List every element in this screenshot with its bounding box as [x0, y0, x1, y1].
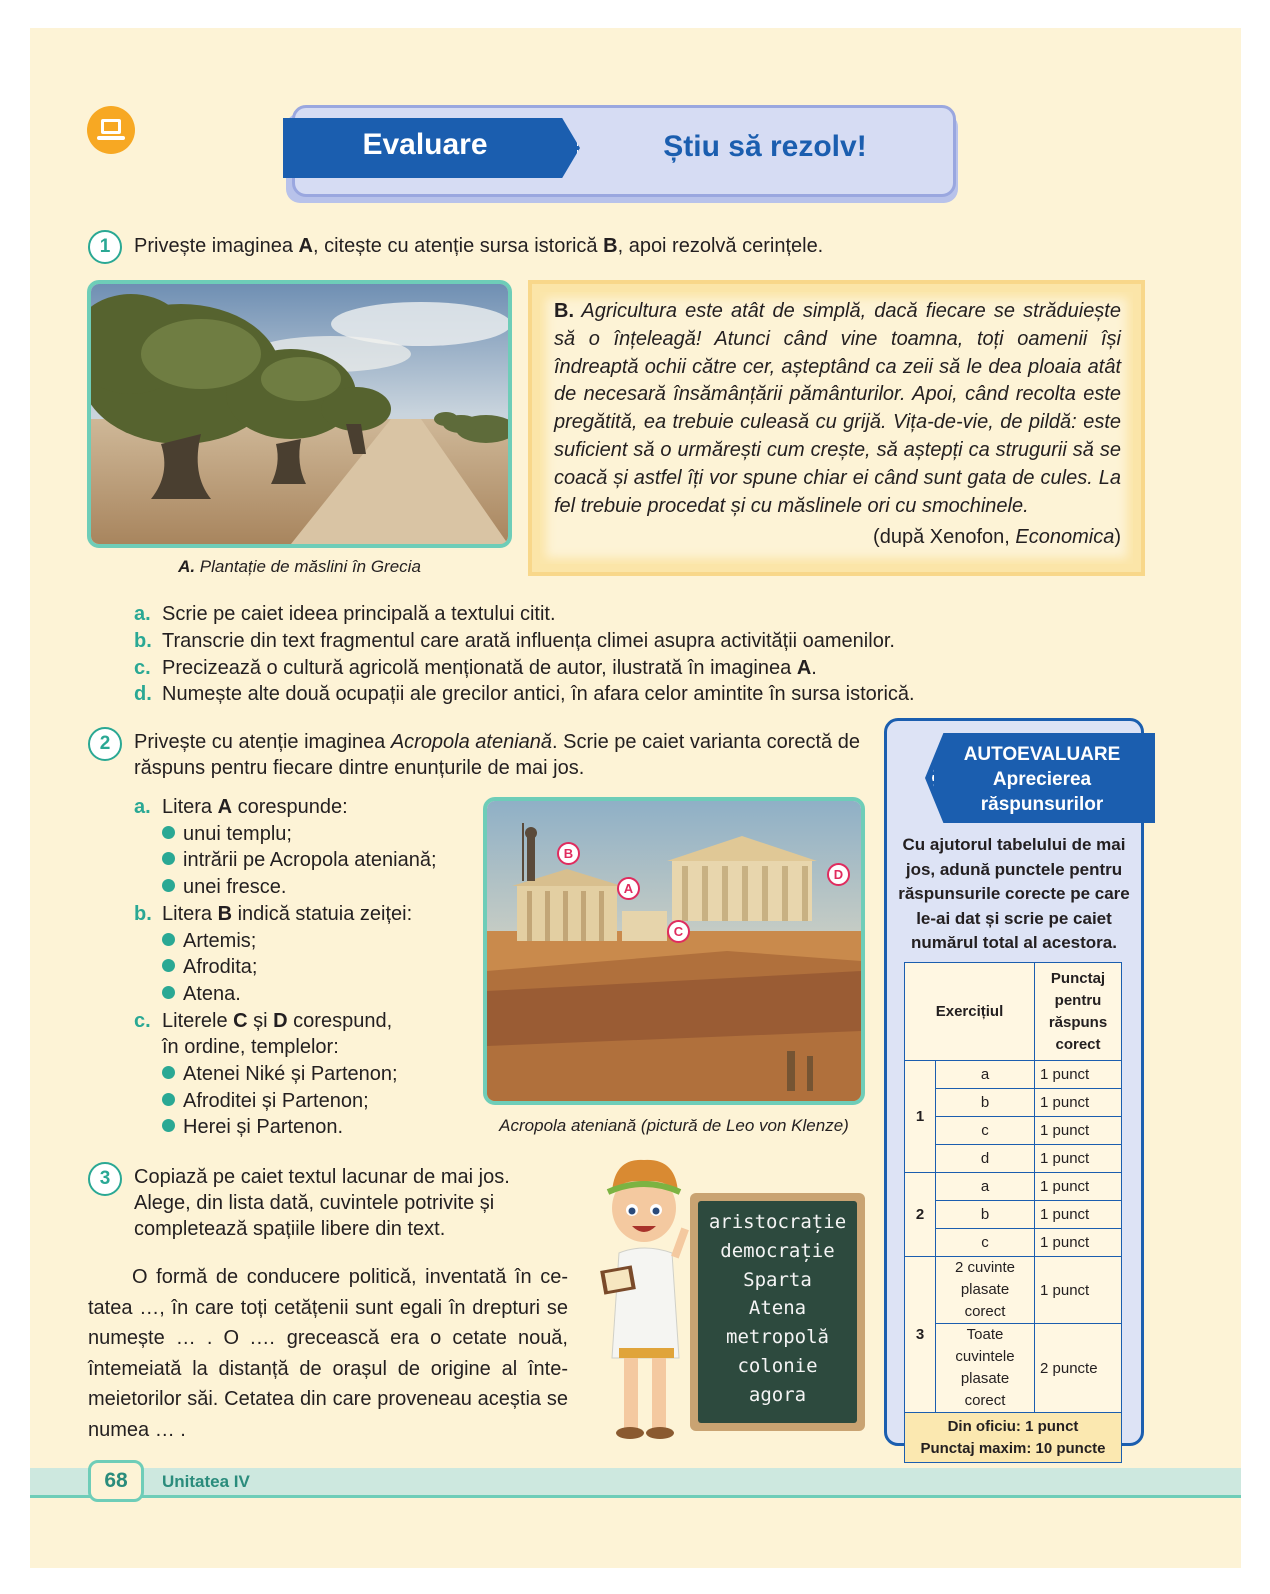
option-c2: Afroditei și Partenon; — [134, 1088, 484, 1115]
word-4: Atena — [748, 1297, 807, 1320]
header-exercise: Exercițiul — [905, 963, 1035, 1061]
points-cell: 1 punct — [1035, 1089, 1122, 1117]
points-cell: 1 punct — [1035, 1145, 1122, 1173]
option-a1: unui templu; — [134, 821, 484, 848]
word-2: democrație — [720, 1239, 835, 1262]
sub-row: a — [936, 1173, 1035, 1201]
points-cell: 1 punct — [1035, 1201, 1122, 1229]
option-c3: Herei și Partenon. — [134, 1114, 484, 1141]
acropolis-painting — [483, 797, 865, 1105]
word-3: Sparta — [743, 1268, 812, 1291]
exercise-number-1: 1 — [88, 230, 122, 264]
historical-source-text: B. Agricultura este atât de simplă, dacă fiecare se străduiește să o înțeleagă! Atunci când vine toamna, toți oamenii își îndreaptă ochii către cer, așteptând ca zeii să le dea ploaia atât de necesară însămânțării pământurilor. Apoi, când recolta este pregătită, ea trebuie culeasă cu grijă. Vița-de-vie, de pildă: este suficient să o urmărești cum crește, să aștepți ca strugurii să se coacă și astfel îți vor spune chiar ei când sunt gata de cules. La fel trebuie procedat și cu măslinele ori cu smochinele. — [554, 300, 1121, 517]
page-number: 68 — [88, 1460, 144, 1502]
option-b3: Atena. — [134, 981, 484, 1008]
exercise-2-label: 2 — [905, 1173, 936, 1257]
option-a2: intrării pe Acropola ateniană; — [134, 847, 484, 874]
option-c1: Atenei Niké și Partenon; — [134, 1061, 484, 1088]
exercise-2-options — [134, 794, 484, 1141]
olive-plantation-photo — [87, 280, 512, 548]
word-list — [698, 1208, 857, 1410]
option-b2: Afrodita; — [134, 954, 484, 981]
question-b: b. Transcrie din text fragmentul care arată influența climei asupra activității oamenilor. — [134, 629, 895, 652]
points-cell: 2 puncte — [1035, 1324, 1122, 1413]
exercise-number-2: 2 — [88, 727, 122, 761]
sub-row: c — [936, 1117, 1035, 1145]
points-cell: 1 punct — [1035, 1229, 1122, 1257]
word-5: metropolă — [726, 1326, 829, 1349]
question-a: a. Scrie pe caiet ideea principală a textului citit. — [134, 603, 556, 625]
sub-row: 2 cuvinte plasate corect — [936, 1257, 1035, 1324]
word-6: colonie — [737, 1354, 818, 1377]
exercise-2-instruction: Privește cu atenție imaginea Acropola ateniană. Scrie pe caiet varianta corectă de răspuns pentru fiecare dintre enunțurile de mai jos. — [134, 731, 860, 779]
exercise-3-label: 3 — [905, 1257, 936, 1413]
exercise-1-instruction: Privește imaginea A, citește cu atenție sursa istorică B, apoi rezolvă cerințele. — [134, 235, 824, 257]
sub-row: Toate cuvintele plasate corect — [936, 1324, 1035, 1413]
sub-row: d — [936, 1145, 1035, 1173]
laptop-icon — [87, 106, 135, 154]
points-cell: 1 punct — [1035, 1173, 1122, 1201]
item-c-continuation: în ordine, templelor: — [162, 1036, 339, 1059]
table-footer: Din oficiu: 1 punct Punctaj maxim: 10 puncte — [905, 1413, 1122, 1463]
greek-boy-illustration — [594, 1148, 694, 1448]
acropolis-caption: Acropola ateniană (pictură de Leo von Klenze) — [499, 1116, 849, 1135]
scoring-table — [904, 962, 1122, 1463]
photo-a-caption: A. Plantație de măslini în Grecia — [178, 557, 421, 576]
exercise-1-label: 1 — [905, 1061, 936, 1173]
question-c: c. Precizează o cultură agricolă menționată de autor, ilustrată în imaginea A. — [134, 656, 817, 679]
marker-d: D — [827, 863, 850, 886]
item-b: b. Litera B indică statuia zeiței: — [134, 902, 413, 925]
option-b1: Artemis; — [134, 928, 484, 955]
item-c: c. Literele C și D corespund, — [134, 1009, 393, 1032]
exercise-3-instruction: Copiază pe caiet textul lacunar de mai jos. Alege, din lista dată, cuvintele potrivite și completează spațiile libere din text. — [134, 1166, 510, 1240]
word-7: agora — [748, 1383, 807, 1406]
exercise-number-3: 3 — [88, 1162, 122, 1196]
section-subtitle: Știu să rezolv! — [663, 130, 867, 163]
marker-b: B — [557, 842, 580, 865]
sub-row: c — [936, 1229, 1035, 1257]
points-cell: 1 punct — [1035, 1117, 1122, 1145]
sub-row: b — [936, 1089, 1035, 1117]
sub-row: a — [936, 1061, 1035, 1089]
section-title: Evaluare — [362, 128, 488, 161]
option-a3: unei fresce. — [134, 874, 484, 901]
unit-label: Unitatea IV — [162, 1472, 250, 1491]
question-d: d. Numește alte două ocupații ale grecilor antici, în afara celor amintite în sursa istorică. — [134, 683, 915, 706]
self-evaluation-description: Cu ajutorul tabelului de mai jos, adună punctele pentru răspunsurile corecte pe care le-ai dat și scrie pe caiet numărul total al acestora. — [898, 835, 1130, 952]
points-cell: 1 punct — [1035, 1257, 1122, 1324]
word-1: aristocrație — [708, 1211, 847, 1233]
points-cell: 1 punct — [1035, 1061, 1122, 1089]
exercise-1-questions — [134, 601, 994, 708]
source-citation: (după Xenofon, Economica) — [873, 526, 1121, 548]
marker-c: C — [667, 920, 690, 943]
item-a: a. Litera A corespunde: — [134, 796, 348, 818]
gap-fill-text: O formă de conducere politică, inventată în cetatea …, în care toți cetățenii sunt egali în drepturi se numește … . O .… grecească era o cetate nouă, întemeiată la distanță de orașul de origine al întemeietorilor săi. Cetatea din care proveneau aceștia se numea … . — [88, 1266, 568, 1441]
self-evaluation-title: AUTOEVALUARE Aprecierea răspunsurilor — [963, 744, 1121, 815]
marker-a: A — [617, 877, 640, 900]
sub-row: b — [936, 1201, 1035, 1229]
header-points: Punctaj pentru răspuns corect — [1035, 963, 1122, 1061]
